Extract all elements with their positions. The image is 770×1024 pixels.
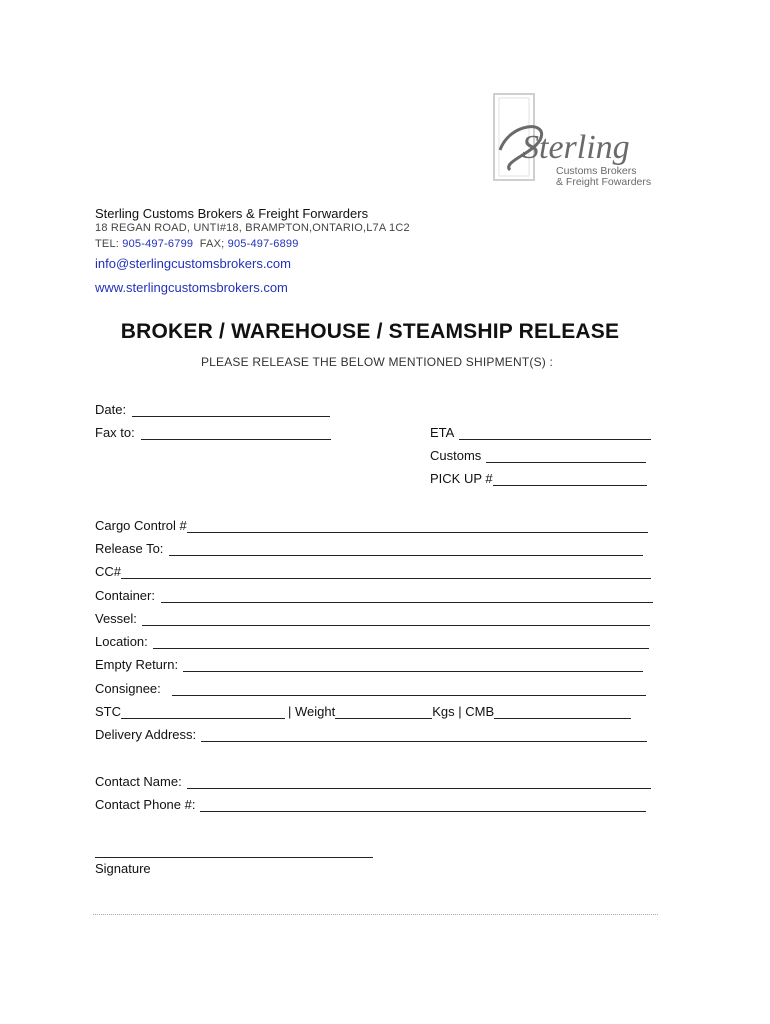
cc-label: CC# bbox=[95, 564, 122, 579]
cmb-line[interactable] bbox=[494, 706, 631, 719]
contact-phone-line[interactable] bbox=[200, 799, 646, 812]
delivery-address-label: Delivery Address: bbox=[95, 727, 197, 742]
contact-name-line[interactable] bbox=[187, 776, 651, 789]
signature-line[interactable] bbox=[95, 857, 373, 858]
delivery-address-field[interactable] bbox=[95, 727, 647, 742]
date-field[interactable] bbox=[95, 402, 330, 417]
contact-phone-label: Contact Phone #: bbox=[95, 797, 196, 812]
contact-phone-field[interactable] bbox=[95, 797, 646, 812]
svg-text:Sterling: Sterling bbox=[522, 129, 630, 166]
page-subtitle: PLEASE RELEASE THE BELOW MENTIONED SHIPMENT(S) : bbox=[200, 355, 554, 369]
empty-return-label: Empty Return: bbox=[95, 657, 179, 672]
container-field[interactable] bbox=[95, 588, 653, 603]
fax-link[interactable]: 905-497-6899 bbox=[227, 238, 299, 250]
fax-label: FAX; bbox=[193, 238, 228, 250]
pick-up-field[interactable] bbox=[430, 471, 647, 486]
location-field[interactable] bbox=[95, 634, 649, 649]
contact-name-label: Contact Name: bbox=[95, 774, 182, 789]
weight-label: | Weight bbox=[288, 704, 336, 719]
company-address: 18 REGAN ROAD, UNTI#18, BRAMPTON,ONTARIO,L7A 1C2 bbox=[95, 222, 410, 234]
consignee-line[interactable] bbox=[172, 683, 646, 696]
svg-text:& Freight Fowarders: & Freight Fowarders bbox=[556, 176, 652, 188]
date-label: Date: bbox=[95, 402, 127, 417]
dotted-divider bbox=[93, 914, 658, 915]
website-link[interactable]: www.sterlingcustomsbrokers.com bbox=[95, 280, 288, 295]
empty-return-line[interactable] bbox=[183, 659, 643, 672]
location-label: Location: bbox=[95, 634, 148, 649]
container-label: Container: bbox=[95, 588, 155, 603]
cargo-control-field[interactable] bbox=[95, 518, 648, 533]
fax-to-field[interactable] bbox=[95, 425, 331, 440]
pick-up-label: PICK UP # bbox=[430, 471, 493, 486]
consignee-label: Consignee: bbox=[95, 681, 161, 696]
cc-line[interactable] bbox=[121, 566, 651, 579]
release-to-line[interactable] bbox=[169, 543, 643, 556]
eta-label: ETA bbox=[430, 425, 455, 440]
fax-to-line[interactable] bbox=[141, 427, 331, 440]
stc-weight-cmb-field[interactable] bbox=[95, 704, 631, 719]
container-line[interactable] bbox=[161, 590, 653, 603]
vessel-label: Vessel: bbox=[95, 611, 137, 626]
delivery-address-line[interactable] bbox=[201, 729, 647, 742]
consignee-field[interactable] bbox=[95, 681, 646, 696]
signature-label: Signature bbox=[95, 861, 151, 876]
location-line[interactable] bbox=[153, 636, 649, 649]
kgs-cmb-label: Kgs | CMB bbox=[432, 704, 495, 719]
tel-link[interactable]: 905-497-6799 bbox=[122, 238, 194, 250]
vessel-field[interactable] bbox=[95, 611, 650, 626]
customs-line[interactable] bbox=[486, 450, 646, 463]
weight-line[interactable] bbox=[335, 706, 432, 719]
vessel-line[interactable] bbox=[142, 613, 650, 626]
email-link[interactable]: info@sterlingcustomsbrokers.com bbox=[95, 256, 291, 271]
company-info bbox=[95, 206, 410, 295]
svg-text:Customs Brokers: Customs Brokers bbox=[556, 165, 637, 177]
company-name: Sterling Customs Brokers & Freight Forwarders bbox=[95, 206, 369, 221]
date-line[interactable] bbox=[132, 404, 330, 417]
tel-label: TEL: bbox=[95, 238, 123, 250]
company-phone-fax bbox=[95, 237, 410, 252]
fax-to-label: Fax to: bbox=[95, 425, 135, 440]
empty-return-field[interactable] bbox=[95, 657, 643, 672]
cargo-control-line[interactable] bbox=[187, 520, 648, 533]
eta-line[interactable] bbox=[459, 427, 651, 440]
contact-name-field[interactable] bbox=[95, 774, 651, 789]
cc-field[interactable] bbox=[95, 564, 651, 579]
release-to-field[interactable] bbox=[95, 541, 643, 556]
eta-field[interactable] bbox=[430, 425, 651, 440]
customs-label: Customs bbox=[430, 448, 482, 463]
cargo-control-label: Cargo Control # bbox=[95, 518, 187, 533]
customs-field[interactable] bbox=[430, 448, 646, 463]
sterling-logo bbox=[490, 92, 660, 188]
stc-line[interactable] bbox=[121, 706, 285, 719]
stc-label: STC bbox=[95, 704, 121, 719]
release-to-label: Release To: bbox=[95, 541, 164, 556]
page-title: BROKER / WAREHOUSE / STEAMSHIP RELEASE bbox=[120, 320, 620, 343]
pick-up-line[interactable] bbox=[493, 473, 647, 486]
